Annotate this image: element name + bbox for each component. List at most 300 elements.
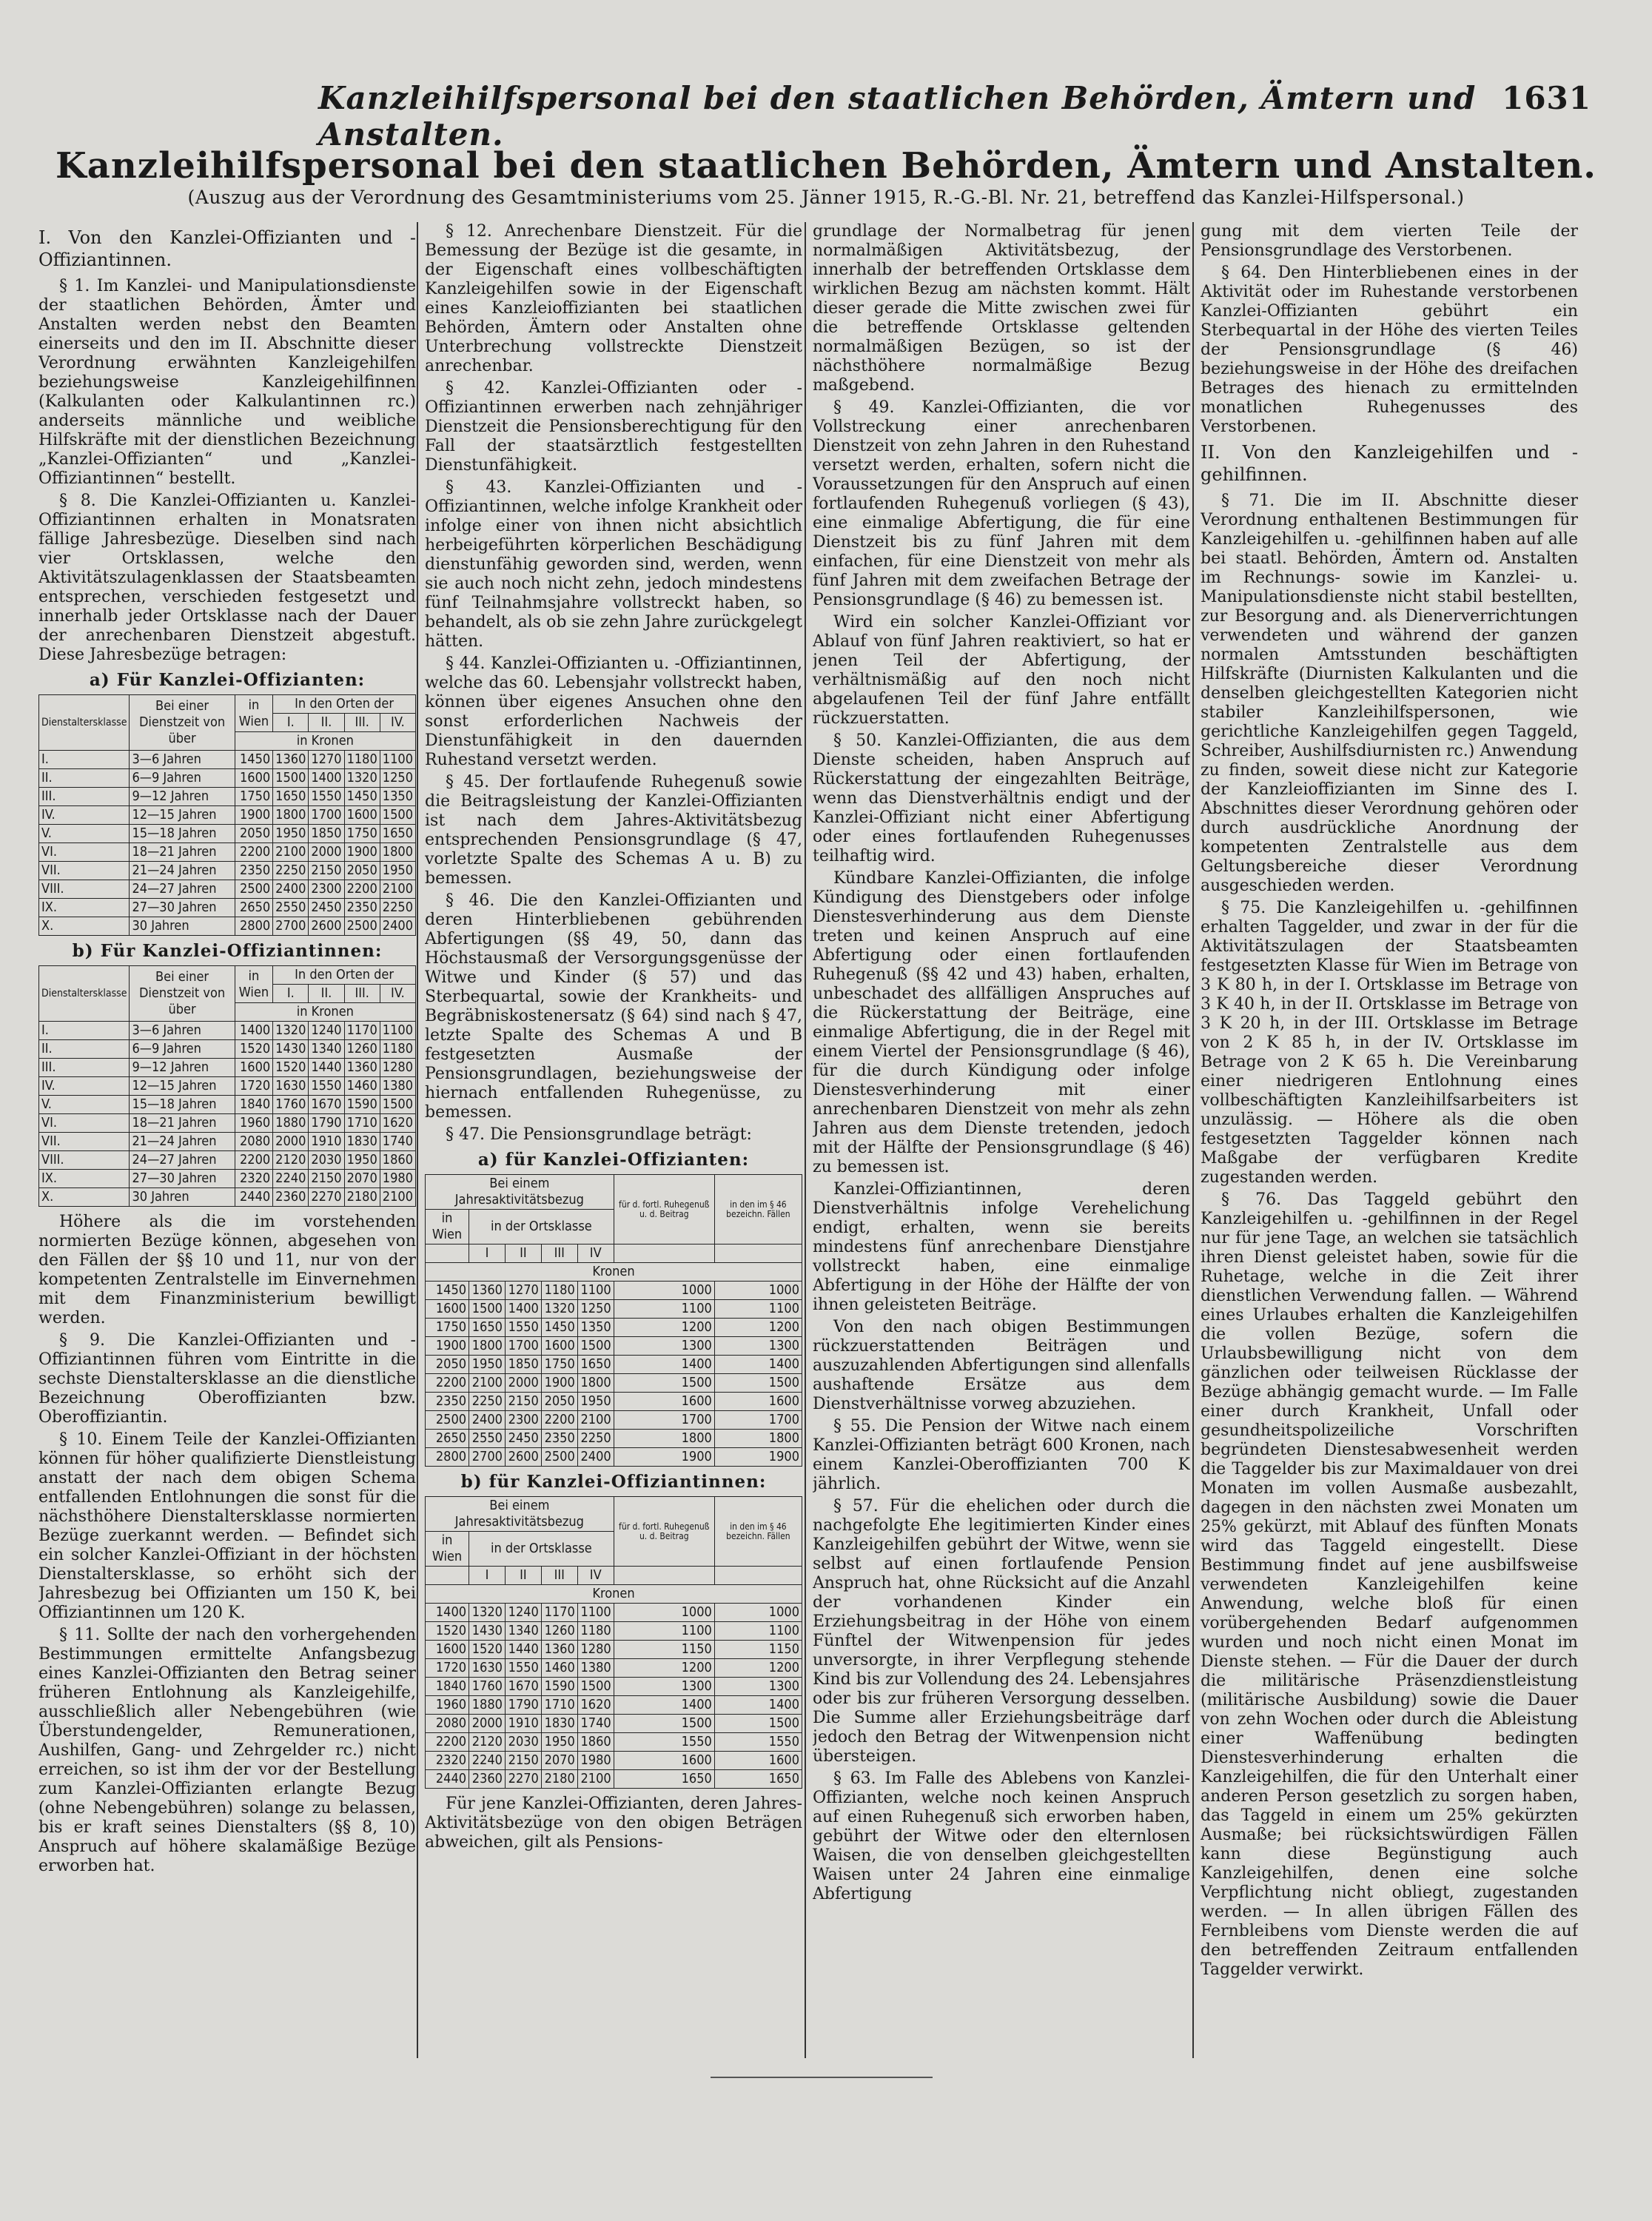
column-header: II xyxy=(505,1245,541,1263)
table-cell: 1430 xyxy=(469,1622,506,1641)
paragraph: § 43. Kanzlei-Offizianten und -Offiziantinnen, welche infolge Krankheit oder infolge einer von ihnen nicht absichtlich herbeigeführten körperlichen Beschädigung dienstunfähig geworden sind, werden, wenn sie auch noch nicht zehn, jedoch mindestens fünf Teilnahmsjahre vollstreckt haben, so behandelt, als ob sie zehn Jahre zurückgelegt hätten. xyxy=(425,478,802,651)
paragraph: § 71. Die im II. Abschnitte dieser Verordnung enthaltenen Bestimmungen für Kanzleigehilfen u. -gehilfinnen haben auf alle bei staatl. Behörden, Ämtern od. Anstalten im Rechnungs- sowie im Kanzlei- u. Manipulationsdienste nicht stabil bestellten, zur Besorgung and. als Dienerverrichtungen verwendeten und während der ganzen normalen Amtsstunden beschäftigten Hilfskräfte (Diurnisten Kalkulanten und die denselben gleichgestellten Kategorien nicht stabiler Kanzleihilfspersonen, wie gerichtliche Kanzleigehilfen gegen Taggeld, Schreiber, Aushilfsdiurnisten rc.) Anwendung zu finden, soweit diese nicht zur Kategorie der Kanzleioffizianten im Sinne des I. Abschnittes dieser Verordnung gehören oder durch ausdrückliche Anordnung der kompetenten Zentralstelle aus dem Geltungsbereiche dieser Verordnung ausgeschieden werden. xyxy=(1201,492,1578,895)
paragraph: § 64. Den Hinterbliebenen eines in der Aktivität oder im Ruhestande verstorbenen Kanzlei-Offizianten gebührt ein Sterbequartal in der Höhe des vierten Teiles der Pensionsgrundlage (§ 46) beziehungsweise in der Höhe des dreifachen Betrages des hienach zu ermittelnden monatlichen Ruhegenusses des Verstorbenen. xyxy=(1201,264,1578,436)
table-cell: 1360 xyxy=(541,1641,577,1659)
column-header: für d. fortl. Ruhegenuß u. d. Beitrag xyxy=(614,1175,714,1245)
table-cell: III. xyxy=(39,788,130,806)
table-row xyxy=(39,862,416,880)
table-cell: 1750 xyxy=(426,1319,469,1337)
table-cell: 2400 xyxy=(577,1448,614,1467)
column-header: in der Ortsklasse xyxy=(469,1532,614,1567)
table-cell: 1710 xyxy=(541,1696,577,1715)
table-cell: 1630 xyxy=(469,1659,506,1678)
table-cell: 2250 xyxy=(577,1430,614,1448)
table-cell: 1000 xyxy=(614,1604,714,1622)
paragraph: § 9. Die Kanzlei-Offizianten und -Offiziantinnen führen vom Eintritte in die sechste Dienstaltersklasse an die dienstliche Bezeichnung Oberoffizianten bzw. Oberoffiziantin. xyxy=(38,1331,416,1427)
table-cell: 1250 xyxy=(380,769,415,788)
table-cell: 27—30 Jahren xyxy=(130,899,235,917)
paragraph: § 10. Einem Teile der Kanzlei-Offizianten können für höher qualifizierte Dienstleistung anstatt der nach dem obigen Schema entfallenden Entlohnungen die sonst für die nächsthöhere Dienstaltersklasse normierten Bezüge zuerkannt werden. — Befindet sich ein solcher Kanzlei-Offiziant in der höchsten Dienstaltersklasse, so erhöht sich der Jahresbezug bei Offizianten um 150 K, bei Offiziantinnen um 120 K. xyxy=(38,1430,416,1622)
table-cell: 2150 xyxy=(505,1393,541,1411)
table-cell: 1300 xyxy=(714,1337,802,1356)
table-cell: 1800 xyxy=(273,806,309,825)
table-cell: 9—12 Jahren xyxy=(130,1059,235,1077)
table-title: b) für Kanzlei-Offiziantinnen: xyxy=(460,1472,767,1492)
table-cell: V. xyxy=(39,825,130,843)
table-cell: 1980 xyxy=(577,1752,614,1770)
table-cell: 1000 xyxy=(714,1282,802,1300)
table-cell: 1850 xyxy=(309,825,344,843)
table-cell: 2500 xyxy=(235,880,273,899)
table-cell: 2030 xyxy=(505,1733,541,1752)
table-row xyxy=(426,1430,802,1448)
column-rule xyxy=(417,222,418,2058)
paragraph: Von den nach obigen Bestimmungen rückzuerstattenden Beiträgen und auszuzahlenden Abfertigungen sind allenfalls aushaftende Ersätze aus dem Dienstverhältnisse vorweg abzuziehen. xyxy=(813,1318,1190,1413)
table-cell: 1590 xyxy=(344,1096,380,1114)
table-cell: 2080 xyxy=(426,1715,469,1733)
table-cell: 1900 xyxy=(614,1448,714,1467)
table-row xyxy=(39,806,416,825)
table-cell: 1400 xyxy=(714,1356,802,1374)
table-row xyxy=(39,1022,416,1040)
paragraph: Kündbare Kanzlei-Offizianten, die infolge Kündigung des Dienstgebers oder infolge Dienstesverhinderung aus dem Dienste treten und keinen Anspruch auf eine Abfertigung oder einen fortlaufenden Ruhegenuß (§§ 42 und 43) haben, erhalten, unbeschadet des allfälligen Anspruches auf die Rückerstattung der Beiträge, eine einmalige Abfertigung, die in der Regel mit einem Viertel der Pensionsgrundlage (§ 46), für die durch Kündigung oder infolge Dienstesverhinderung mit einer anrechenbaren Dienstzeit von mehr als zehn Jahren aus dem Dienste tretenden, jedoch mit der Hälfte der Pensionsgrundlage (§ 46) zu bemessen ist. xyxy=(813,869,1190,1176)
table-cell: 1550 xyxy=(309,1077,344,1096)
table-cell: 2440 xyxy=(426,1770,469,1789)
paragraph: § 44. Kanzlei-Offizianten u. -Offiziantinnen, welche das 60. Lebensjahr vollstreckt haben, können über eigenes Ansuchen ohne den sonst erforderlichen Nachweis der Dienstunfähigkeit in den dauernden Ruhestand versetzt werden. xyxy=(425,654,802,769)
column-header: Bei einem Jahresaktivitätsbezug xyxy=(426,1175,614,1210)
table-cell: IX. xyxy=(39,1170,130,1188)
table-cell: 1910 xyxy=(309,1133,344,1151)
table-row xyxy=(39,769,416,788)
table-cell: 2440 xyxy=(235,1188,273,1207)
table-cell: 1750 xyxy=(344,825,380,843)
paragraph: § 49. Kanzlei-Offizianten, die vor Vollstreckung einer anrechenbaren Dienstzeit von zehn Jahren in den Ruhestand versetzt werden, erhalten, sofern nicht die Voraussetzungen für den Anspruch auf einen fortlaufenden Ruhegenuß vorliegen (§ 43), eine einmalige Abfertigung, die für eine Dienstzeit bis zu fünf Jahren mit dem einfachen, für eine Dienstzeit von mehr als fünf Jahren mit dem zweifachen Betrage der Pensionsgrundlage (§ 46) zu bemessen ist. xyxy=(813,398,1190,609)
table-cell: 2700 xyxy=(273,917,309,936)
table-row xyxy=(39,917,416,936)
table-cell: 1180 xyxy=(541,1282,577,1300)
paragraph: § 63. Im Falle des Ablebens von Kanzlei-Offizianten, welche noch keinen Anspruch auf einen Ruhegenuß sich erworben haben, gebührt der Witwe oder den elternlosen Waisen, die von denselben gleichgestellten Waisen unter 24 Jahren eine einmalige Abfertigung xyxy=(813,1769,1190,1903)
table-row xyxy=(426,1319,802,1337)
table-row xyxy=(426,1604,802,1622)
column-header: II xyxy=(505,1567,541,1585)
table-cell: 1200 xyxy=(614,1319,714,1337)
table-cell: 1400 xyxy=(614,1696,714,1715)
table-cell: 2360 xyxy=(273,1188,309,1207)
table-cell: 2400 xyxy=(273,880,309,899)
table-cell: 2200 xyxy=(235,1151,273,1170)
table-cell: 1280 xyxy=(380,1059,415,1077)
table-cell: 1960 xyxy=(235,1114,273,1133)
paragraph: gung mit dem vierten Teile der Pensionsgrundlage des Verstorbenen. xyxy=(1201,222,1578,260)
table-cell: 1500 xyxy=(577,1337,614,1356)
table-cell: 1950 xyxy=(469,1356,506,1374)
paragraph: § 12. Anrechenbare Dienstzeit. Für die Bemessung der Bezüge ist die gesamte, in der Eigenschaft eines vollbeschäftigten Kanzleigehilfen sowie in der Eigenschaft eines Kanzleioffizianten bei staatlichen Behörden, Ämtern oder Anstalten ohne Unterbrechung vollstreckte Dienstzeit anrechenbar. xyxy=(425,222,802,375)
table-cell: VI. xyxy=(39,843,130,862)
table-cell: 1240 xyxy=(309,1022,344,1040)
table-cell: 2080 xyxy=(235,1133,273,1151)
table-cell: 1400 xyxy=(235,1022,273,1040)
table-cell: 1320 xyxy=(344,769,380,788)
table-cell: 1520 xyxy=(273,1059,309,1077)
paragraph: Wird ein solcher Kanzlei-Offiziant vor Ablauf von fünf Jahren reaktiviert, so hat er jenen Teil der Abfertigung, der verhältnismäßig auf den noch nicht abgelaufenen Teil der fünf Jahre entfällt rückzuerstatten. xyxy=(813,613,1190,728)
table-cell: 2200 xyxy=(344,880,380,899)
table-cell: 2240 xyxy=(469,1752,506,1770)
table-cell: 1650 xyxy=(577,1356,614,1374)
table-cell: 2120 xyxy=(273,1151,309,1170)
table-row xyxy=(39,843,416,862)
table-cell: 1520 xyxy=(235,1040,273,1059)
table-row xyxy=(426,1337,802,1356)
table-cell: 1100 xyxy=(380,751,415,769)
table-cell: I. xyxy=(39,1022,130,1040)
table-cell: 2550 xyxy=(469,1430,506,1448)
table-cell: 2450 xyxy=(309,899,344,917)
column-header: Bei einem Jahresaktivitätsbezug xyxy=(426,1497,614,1532)
table-row xyxy=(39,1114,416,1133)
table-cell: 1620 xyxy=(577,1696,614,1715)
table-cell: 1450 xyxy=(541,1319,577,1337)
table-cell: 2100 xyxy=(380,880,415,899)
table-cell: III. xyxy=(39,1059,130,1077)
column-header: IV xyxy=(577,1245,614,1263)
table-cell: 1700 xyxy=(309,806,344,825)
table-cell: 1800 xyxy=(577,1374,614,1393)
table-cell: 2000 xyxy=(505,1374,541,1393)
column-header: IV. xyxy=(380,714,415,732)
table-cell: 2600 xyxy=(505,1448,541,1467)
table-cell: 1550 xyxy=(614,1733,714,1752)
table-cell: 1300 xyxy=(714,1678,802,1696)
table-cell: 1440 xyxy=(309,1059,344,1077)
table-cell: 1880 xyxy=(469,1696,506,1715)
paragraph: § 1. Im Kanzlei- und Manipulationsdienste der staatlichen Behörden, Ämter und Anstalten werden nebst den Beamten einerseits und den im II. Abschnitte dieser Verordnung erwähnten Kanzleigehilfen beziehungsweise Kanzleigehilfinnen (Kalkulanten oder Kalkulantinnen rc.) anderseits männliche und weibliche Hilfskräfte mit der dienstlichen Bezeichnung „Kanzlei-Offizianten“ und „Kanzlei-Offiziantinnen“ bestellt. xyxy=(38,277,416,488)
table-cell: 1400 xyxy=(309,769,344,788)
table-cell: 1700 xyxy=(614,1411,714,1430)
table-cell: 1440 xyxy=(505,1641,541,1659)
table-cell: 2270 xyxy=(505,1770,541,1789)
table-cell: 1600 xyxy=(426,1641,469,1659)
table-row xyxy=(39,825,416,843)
table-cell: 1100 xyxy=(714,1622,802,1641)
table-cell: 1670 xyxy=(309,1096,344,1114)
table-cell: 1320 xyxy=(469,1604,506,1622)
table-cell: 1500 xyxy=(273,769,309,788)
table-cell: 1100 xyxy=(577,1282,614,1300)
column-header: In den Orten der xyxy=(273,966,416,985)
table-cell: 1740 xyxy=(577,1715,614,1733)
column-header: für d. fortl. Ruhegenuß u. d. Beitrag xyxy=(614,1497,714,1567)
column-rule xyxy=(1192,222,1194,2058)
column-rule xyxy=(805,222,806,2058)
table-cell: 2050 xyxy=(426,1356,469,1374)
paragraph: § 75. Die Kanzleigehilfen u. -gehilfinnen erhalten Taggelder, und zwar in der für die Aktivitätszulagen der Staatsbeamten festgesetzten Klasse für Wien im Betrage von 3 K 80 h, in der I. Ortsklasse im Betrage von 3 K 40 h, in der II. Ortsklasse im Betrage von 3 K 20 h, in der III. Ortsklasse im Betrage von 2 K 85 h, in der IV. Ortsklasse im Betrage von 2 K 65 h. Die Vereinbarung einer niedrigeren Entlohnung eines vollbeschäftigten Kanzleihilfsarbeiters ist unzulässig. — Höhere als die oben festgesetzten Taggelder können nach Maßgabe der verfügbaren Kredite zugestanden werden. xyxy=(1201,899,1578,1187)
table-cell: 1300 xyxy=(614,1678,714,1696)
section-heading: II. Von den Kanzleigehilfen und -gehilfinnen. xyxy=(1201,442,1578,485)
paragraph: § 46. Die den Kanzlei-Offizianten und deren Hinterbliebenen gebührenden Abfertigungen (§§ 49, 50, dann das Höchstausmaß der Versorgungsgenüsse der Witwe und Kinder (§ 57) und das Sterbequartal, sowie der Krankheits- und Begräbniskostenersatz (§ 64) sind nach § 47, letzte Spalte des Schemas A und B festgesetzten Ausmaße der Pensionsgrundlagen, beziehungsweise der hiernach entfallenden Ruhegenüsse, zu bemessen. xyxy=(425,891,802,1122)
table-cell: 30 Jahren xyxy=(130,1188,235,1207)
table-row xyxy=(39,1188,416,1207)
table-cell: 1360 xyxy=(469,1282,506,1300)
column-header: I xyxy=(469,1567,506,1585)
table-cell: 1950 xyxy=(380,862,415,880)
table-cell: II. xyxy=(39,1040,130,1059)
table-cell: 1320 xyxy=(541,1300,577,1319)
table-cell: 1550 xyxy=(505,1319,541,1337)
table-cell: 1710 xyxy=(344,1114,380,1133)
table-cell: 2000 xyxy=(309,843,344,862)
table-cell: 2500 xyxy=(541,1448,577,1467)
table-cell: 1550 xyxy=(505,1659,541,1678)
table-cell: 2350 xyxy=(426,1393,469,1411)
table-cell: 1800 xyxy=(469,1337,506,1356)
column-header: III. xyxy=(344,714,380,732)
table-cell: 3—6 Jahren xyxy=(130,751,235,769)
table-cell: 1620 xyxy=(380,1114,415,1133)
table-cell: 2030 xyxy=(309,1151,344,1170)
table-cell: 2360 xyxy=(469,1770,506,1789)
table-cell: 15—18 Jahren xyxy=(130,1096,235,1114)
table-cell: 1600 xyxy=(426,1300,469,1319)
table-row xyxy=(426,1356,802,1374)
running-header-title: Kanzleihilfspersonal bei den staatlichen Behörden, Ämtern und Anstalten. xyxy=(318,80,1477,153)
table-cell: 1450 xyxy=(426,1282,469,1300)
table-cell: 2150 xyxy=(505,1752,541,1770)
paragraph: Für jene Kanzlei-Offizianten, deren Jahres-Aktivitätsbezüge von den obigen Beträgen abweichen, gilt als Pensions- xyxy=(425,1795,802,1852)
table-cell: 2000 xyxy=(273,1133,309,1151)
table-cell: 2800 xyxy=(235,917,273,936)
column-1 xyxy=(38,222,416,2066)
table-cell: 1600 xyxy=(714,1393,802,1411)
table-cell: VII. xyxy=(39,1133,130,1151)
table-cell: 1150 xyxy=(614,1641,714,1659)
table-cell: 18—21 Jahren xyxy=(130,843,235,862)
table-cell: 21—24 Jahren xyxy=(130,862,235,880)
salary-table-offiziantinnen xyxy=(38,965,416,1207)
table-cell: 1790 xyxy=(505,1696,541,1715)
table-cell: 1170 xyxy=(541,1604,577,1622)
paragraph: § 8. Die Kanzlei-Offizianten u. Kanzlei-Offiziantinnen erhalten in Monatsraten fällige Jahresbezüge. Dieselben sind nach vier Ortsklassen, welche den Aktivitätszulagenklassen der Staatsbeamten entsprechen, verschieden festgesetzt und innerhalb jeder Ortsklasse nach der Dauer der anrechenbaren Dienstzeit abgestuft. Diese Jahresbezüge betragen: xyxy=(38,492,416,664)
table-cell: 2300 xyxy=(505,1411,541,1430)
paragraph: grundlage der Normalbetrag für jenen normalmäßigen Aktivitätsbezug, der innerhalb der betreffenden Ortsklasse dem wirklichen Bezug am nächsten kommt. Hält dieser gerade die Mitte zwischen zwei für die betreffende Ortsklasse geltenden normalmäßigen Bezügen, so ist der nächsthöhere normalmäßige Bezug maßgebend. xyxy=(813,222,1190,395)
table-cell: 1170 xyxy=(344,1022,380,1040)
table-cell: 1100 xyxy=(577,1604,614,1622)
table-cell: 9—12 Jahren xyxy=(130,788,235,806)
table-cell: 2550 xyxy=(273,899,309,917)
table-cell: 15—18 Jahren xyxy=(130,825,235,843)
table-cell: 24—27 Jahren xyxy=(130,1151,235,1170)
column-header: Kronen xyxy=(426,1585,802,1604)
table-row xyxy=(39,751,416,769)
table-cell: 1800 xyxy=(714,1430,802,1448)
column-header: I. xyxy=(273,985,309,1003)
table-row xyxy=(426,1374,802,1393)
table-cell: 1000 xyxy=(714,1604,802,1622)
table-cell: 1100 xyxy=(614,1622,714,1641)
table-row xyxy=(39,788,416,806)
table-row xyxy=(426,1448,802,1467)
table-cell: 2000 xyxy=(469,1715,506,1733)
table-cell: 6—9 Jahren xyxy=(130,769,235,788)
table-cell: 2100 xyxy=(577,1411,614,1430)
column-header: III. xyxy=(344,985,380,1003)
table-cell: 1200 xyxy=(714,1659,802,1678)
table-row xyxy=(39,1151,416,1170)
table-cell: 1740 xyxy=(380,1133,415,1151)
table-cell: 3—6 Jahren xyxy=(130,1022,235,1040)
column-header: in den im § 46 bezeichn. Fällen xyxy=(714,1497,802,1567)
table-cell: 2500 xyxy=(426,1411,469,1430)
column-header: II. xyxy=(309,714,344,732)
table-cell: 1670 xyxy=(505,1678,541,1696)
column-header: in Wien xyxy=(235,695,273,732)
table-cell: 1360 xyxy=(344,1059,380,1077)
table-cell: IV. xyxy=(39,1077,130,1096)
table-cell: 1500 xyxy=(614,1374,714,1393)
pension-table-offiziantinnen xyxy=(425,1496,802,1789)
table-cell: 1450 xyxy=(235,751,273,769)
table-cell: 1320 xyxy=(273,1022,309,1040)
table-cell: 1100 xyxy=(380,1022,415,1040)
page-number: 1631 xyxy=(1502,80,1591,116)
table-cell: 2300 xyxy=(309,880,344,899)
table-row xyxy=(426,1411,802,1430)
table-cell: 1650 xyxy=(469,1319,506,1337)
column-header: in Kronen xyxy=(235,732,415,751)
running-header xyxy=(318,80,1591,153)
table-cell: I. xyxy=(39,751,130,769)
table-cell: 2250 xyxy=(380,899,415,917)
table-cell: 12—15 Jahren xyxy=(130,1077,235,1096)
paragraph: § 57. Für die ehelichen oder durch die nachgefolgte Ehe legitimierten Kinder eines Kanzleigehilfen gebührt der Witwe, wenn sie selbst auf einen fortlaufende Pension Anspruch hat, ohne Rücksicht auf die Anzahl der vorhandenen Kinder ein Erziehungsbeitrag in der Höhe von einem Fünftel der Witwenpension für jedes unversorgte, in ihrer Verpflegung stehende Kind bis zur Vollendung des 24. Lebensjahres oder bis zur früheren Versorgung desselben. Die Summe aller Erziehungsbeiträge darf jedoch den Betrag der Witwenpension nicht übersteigen. xyxy=(813,1497,1190,1766)
column-header: in Wien xyxy=(426,1532,469,1567)
table-cell: 1590 xyxy=(541,1678,577,1696)
table-cell: 1650 xyxy=(714,1770,802,1789)
column-header: IV. xyxy=(380,985,415,1003)
table-cell: 1340 xyxy=(505,1622,541,1641)
table-cell: 27—30 Jahren xyxy=(130,1170,235,1188)
column-header: III xyxy=(541,1567,577,1585)
table-cell: 1350 xyxy=(380,788,415,806)
table-cell: 2450 xyxy=(505,1430,541,1448)
table-cell: 24—27 Jahren xyxy=(130,880,235,899)
table-row xyxy=(426,1393,802,1411)
table-cell: 1260 xyxy=(541,1622,577,1641)
table-cell: 1700 xyxy=(505,1337,541,1356)
table-cell: 1260 xyxy=(344,1040,380,1059)
table-cell: 1240 xyxy=(505,1604,541,1622)
table-row xyxy=(39,1059,416,1077)
table-cell: 1340 xyxy=(309,1040,344,1059)
table-cell: 2120 xyxy=(469,1733,506,1752)
table-cell: 1790 xyxy=(309,1114,344,1133)
page-title: Kanzleihilfspersonal bei den staatlichen Behörden, Ämtern und Anstalten. xyxy=(56,145,1596,187)
table-cell: 2250 xyxy=(273,862,309,880)
table-cell: 18—21 Jahren xyxy=(130,1114,235,1133)
paragraph: § 11. Sollte der nach den vorhergehenden Bestimmungen ermittelte Anfangsbezug eines Kanzlei-Offizianten den Betrag seiner früheren Entlohnung als Kanzleigehilfe, ausschließlich aller Nebengebühren (wie Überstundengelder, Remunerationen, Aushilfen, Gang- und Zehrgelder rc.) nicht erreichen, so ist ihm der vor der Bestellung zum Kanzlei-Offizianten erlangte Bezug (ohne Nebengebühren) solange zu belassen, bis er kraft seines Dienstalters (§§ 8, 10) Anspruch auf höhere skalamäßige Bezüge erworben hat. xyxy=(38,1626,416,1875)
table-cell: 1200 xyxy=(614,1659,714,1678)
table-cell: VI. xyxy=(39,1114,130,1133)
column-4 xyxy=(1201,222,1578,2066)
table-cell: 2050 xyxy=(344,862,380,880)
table-cell: 2320 xyxy=(235,1170,273,1188)
table-cell: 1100 xyxy=(714,1300,802,1319)
salary-table-offizianten xyxy=(38,694,416,936)
table-cell: 1380 xyxy=(380,1077,415,1096)
column-header: II. xyxy=(309,985,344,1003)
table-cell: 2350 xyxy=(344,899,380,917)
table-cell: 1250 xyxy=(577,1300,614,1319)
table-row xyxy=(39,1040,416,1059)
table-cell: 1500 xyxy=(614,1715,714,1733)
table-cell: 1280 xyxy=(577,1641,614,1659)
table-cell: V. xyxy=(39,1096,130,1114)
table-cell: 2180 xyxy=(541,1770,577,1789)
table-cell: 2100 xyxy=(380,1188,415,1207)
table-cell: 1200 xyxy=(714,1319,802,1337)
table-cell: 1800 xyxy=(380,843,415,862)
table-cell: 1450 xyxy=(344,788,380,806)
table-cell: 1950 xyxy=(541,1733,577,1752)
table-cell: 1760 xyxy=(273,1096,309,1114)
table-cell: 1460 xyxy=(541,1659,577,1678)
table-cell: 2200 xyxy=(541,1411,577,1430)
paragraph: Höhere als die im vorstehenden normierten Bezüge können, abgesehen von den Fällen der §§ 10 und 11, nur von der kompetenten Zentralstelle im Einvernehmen mit dem Finanzministerium bewilligt werden. xyxy=(38,1213,416,1327)
paragraph: § 50. Kanzlei-Offizianten, die aus dem Dienste scheiden, haben Anspruch auf Rückerstattung der eingezahlten Beiträge, wenn das Dienstverhältnis endigt und der Kanzlei-Offiziant nicht einer Abfertigung oder eines fortlaufenden Ruhegenusses teilhaftig wird. xyxy=(813,731,1190,865)
table-cell: 1550 xyxy=(714,1733,802,1752)
table-cell: 1700 xyxy=(714,1411,802,1430)
table-cell: 1650 xyxy=(614,1770,714,1789)
column-header: in Wien xyxy=(426,1210,469,1245)
table-row xyxy=(426,1282,802,1300)
table-row xyxy=(426,1733,802,1752)
table-cell: 1910 xyxy=(505,1715,541,1733)
table-cell: 1900 xyxy=(426,1337,469,1356)
table-cell: 1350 xyxy=(577,1319,614,1337)
table-cell: 1520 xyxy=(426,1622,469,1641)
table-cell: 2350 xyxy=(541,1430,577,1448)
table-cell: 1600 xyxy=(235,1059,273,1077)
table-cell: 2100 xyxy=(273,843,309,862)
paragraph: § 55. Die Pension der Witwe nach einem Kanzlei-Offizianten beträgt 600 Kronen, nach einem Kanzlei-Oberoffizianten 700 K jährlich. xyxy=(813,1417,1190,1493)
table-cell: 1000 xyxy=(614,1282,714,1300)
table-row xyxy=(426,1715,802,1733)
table-row xyxy=(39,899,416,917)
table-cell: 1980 xyxy=(380,1170,415,1188)
table-title: a) für Kanzlei-Offizianten: xyxy=(477,1150,750,1170)
paragraph: § 76. Das Taggeld gebührt den Kanzleigehilfen u. -gehilfinnen in der Regel nur für jene Tage, an welchen sie tatsächlich ihren Dienst geleistet haben, sowie für die Ruhetage, welche in die Zeit ihrer dienstlichen Verwendung fallen. — Während eines Urlaubes erhalten die Kanzleigehilfen die vollen Bezüge, sofern die Urlaubsbewilligung nicht von dem gänzlichen oder teilweisen Rücklasse der Bezüge abhängig gemacht wurde. — Im Falle einer durch Krankheit, Unfall oder gesundheitspolizeiliche Vorschriften begründeten Dienstesabwesenheit werden die Taggelder bis zur Maximaldauer von drei Monaten im vollen Ausmaße ausbezahlt, dagegen in den nächsten zwei Monaten um 25% gekürzt, mit Ablauf des fünften Monats wird das Taggeld eingestellt. Diese Bestimmung findet auf jene ausbilfsweise verwendeten Kanzleigehilfen keine Anwendung, welche bloß für einen vorübergehenden Bedarf aufgenommen wurden und noch nicht einen Monat im Dienste stehen. — Für die Dauer der durch die militärische Präsenzdienstleistung (militärische Ausbildung) sowie die Dauer von zehn Wochen oder durch die Ableistung einer Waffenübung bedingten Dienstesverhinderung erhalten die Kanzleigehilfen, die für den Unterhalt einer anderen Person gesetzlich zu sorgen haben, das Taggeld in einem um 25% gekürzten Ausmaße; bei rücksichtswürdigen Fällen kann diese Begünstigung auch Kanzleigehilfen, denen eine solche Verpflichtung nicht obliegt, zugestanden werden. — In allen übrigen Fällen des Fernbleibens vom Dienste werden die auf den betreffenden Zeitraum entfallenden Taggelder verwirkt. xyxy=(1201,1190,1578,1979)
table-cell: 1500 xyxy=(577,1678,614,1696)
table-cell: 2200 xyxy=(426,1374,469,1393)
table-cell: 1950 xyxy=(273,825,309,843)
table-cell: 2800 xyxy=(426,1448,469,1467)
table-row xyxy=(426,1300,802,1319)
table-row xyxy=(39,1170,416,1188)
table-cell: 1950 xyxy=(344,1151,380,1170)
column-header: in den im § 46 bezeichn. Fällen xyxy=(714,1175,802,1245)
table-cell: 2400 xyxy=(469,1411,506,1430)
table-cell: 2240 xyxy=(273,1170,309,1188)
column-header: in Kronen xyxy=(235,1003,415,1022)
table-row xyxy=(426,1678,802,1696)
table-cell: 1500 xyxy=(380,806,415,825)
column-header: Bei einer Dienstzeit von über xyxy=(130,695,235,751)
paragraph: § 47. Die Pensionsgrundlage beträgt: xyxy=(446,1125,752,1144)
table-cell: 1400 xyxy=(426,1604,469,1622)
column-header: III xyxy=(541,1245,577,1263)
table-cell: 1860 xyxy=(577,1733,614,1752)
table-cell: 1900 xyxy=(344,843,380,862)
table-cell: 30 Jahren xyxy=(130,917,235,936)
table-title: b) Für Kanzlei-Offiziantinnen: xyxy=(72,941,383,961)
